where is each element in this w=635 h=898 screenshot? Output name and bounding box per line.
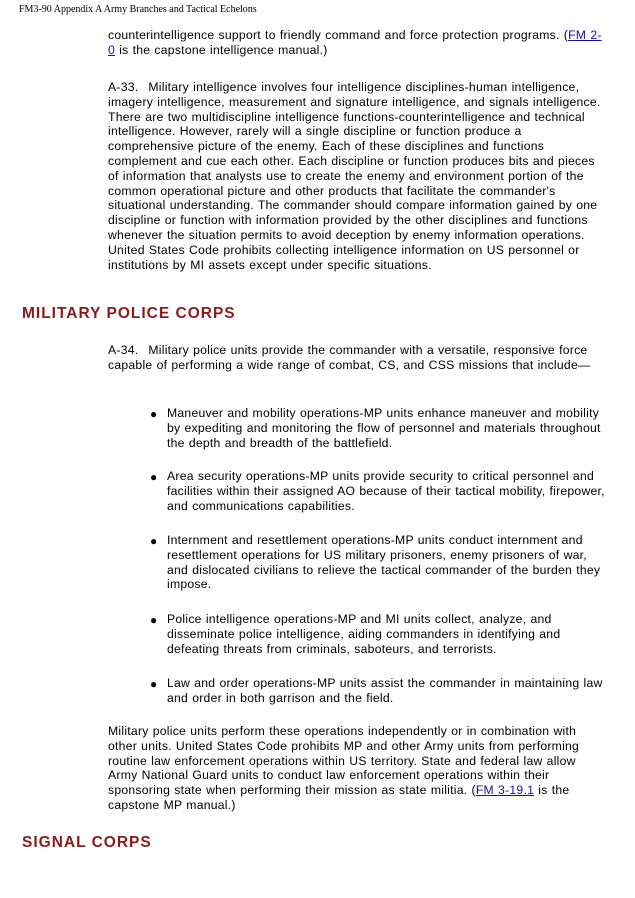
intro-paragraph <box>108 28 608 58</box>
bullet-icon: ● <box>150 677 158 691</box>
list-item-text: Area security operations-MP units provide security to critical personnel and facilities within their assigned AO because of their tactical mobility, firepower, and communications capabilities. <box>167 469 605 513</box>
intro-text: counterintelligence support to friendly command and force protection programs. ( <box>108 28 569 42</box>
list-item <box>150 406 608 450</box>
running-header: FM3-90 Appendix A Army Branches and Tactical Echelons <box>19 4 257 15</box>
list-item <box>150 612 608 656</box>
paragraph-text-end: is the capstone MP manual.) <box>108 783 570 812</box>
list-item-text: Law and order operations-MP units assist the commander in maintaining law and order in both garrison and the field. <box>167 676 603 705</box>
section-heading-signal-corps: SIGNAL CORPS <box>22 834 152 851</box>
fm-2-0-link[interactable]: FM 2-0 <box>108 28 602 57</box>
list-item-text: Maneuver and mobility operations-MP units enhance maneuver and mobility by expediting and monitoring the flow of personnel and materials throughout the depth and breadth of the battlefield. <box>167 406 601 450</box>
list-item-text: Police intelligence operations-MP and MI units collect, analyze, and disseminate police intelligence, aiding commanders in identifying and defeating threats from criminals, saboteurs, and terrorists. <box>167 612 561 656</box>
paragraph-a33 <box>108 80 608 272</box>
list-item <box>150 533 608 592</box>
mp-closing-paragraph <box>108 724 608 813</box>
paragraph-number: A-34. <box>108 343 139 357</box>
paragraph-text: Military police units perform these operations independently or in combination with other units. United States Code prohibits MP and other Army units from performing routine law enforcement operations within US territory. State and federal law allow Army National Guard units to conduct law enforcement operations within their sponsoring state when performing their mission as state militia. ( <box>108 724 580 798</box>
intro-text-end: is the capstone intelligence manual.) <box>115 42 328 57</box>
paragraph-text: Military police units provide the commander with a versatile, responsive force capable of performing a wide range of combat, CS, and CSS missions that include— <box>108 343 591 372</box>
list-item <box>150 676 608 706</box>
section-heading-military-police: MILITARY POLICE CORPS <box>22 305 236 322</box>
bullet-icon: ● <box>150 407 158 421</box>
bullet-icon: ● <box>150 534 158 548</box>
paragraph-number: A-33. <box>108 80 139 94</box>
paragraph-a34 <box>108 343 608 373</box>
list-item-text: Internment and resettlement operations-MP units conduct internment and resettlement operations for US military prisoners, enemy prisoners of war, and dislocated civilians to relieve the tactical commander of the burden they impose. <box>167 533 601 592</box>
fm-3-19-1-link[interactable]: FM 3-19.1 <box>475 783 535 798</box>
bullet-icon: ● <box>150 470 158 484</box>
paragraph-text: Military intelligence involves four intelligence disciplines-human intelligence, imagery intelligence, measurement and signature intelligence, and signals intelligence. There are two multidiscipline intelligence functions-counterintelligence and technical intelligence. However, rarely will a single discipline or function produce a comprehensive picture of the enemy. Each of these disciplines and functions complement and cue each other. Each discipline or function produces bits and pieces of information that analysts use to create the enemy and environment portion of the common operational picture and other products that facilitate the commander's situational understanding. The commander should compare information gained by one discipline or function with information provided by the other disciplines and functions whenever the situation permits to avoid deception by enemy information operations. United States Code prohibits collecting intelligence information on US personnel or institutions by MI assets except under specific situations. <box>108 80 601 272</box>
list-item <box>150 469 608 513</box>
bullet-icon: ● <box>150 613 158 627</box>
